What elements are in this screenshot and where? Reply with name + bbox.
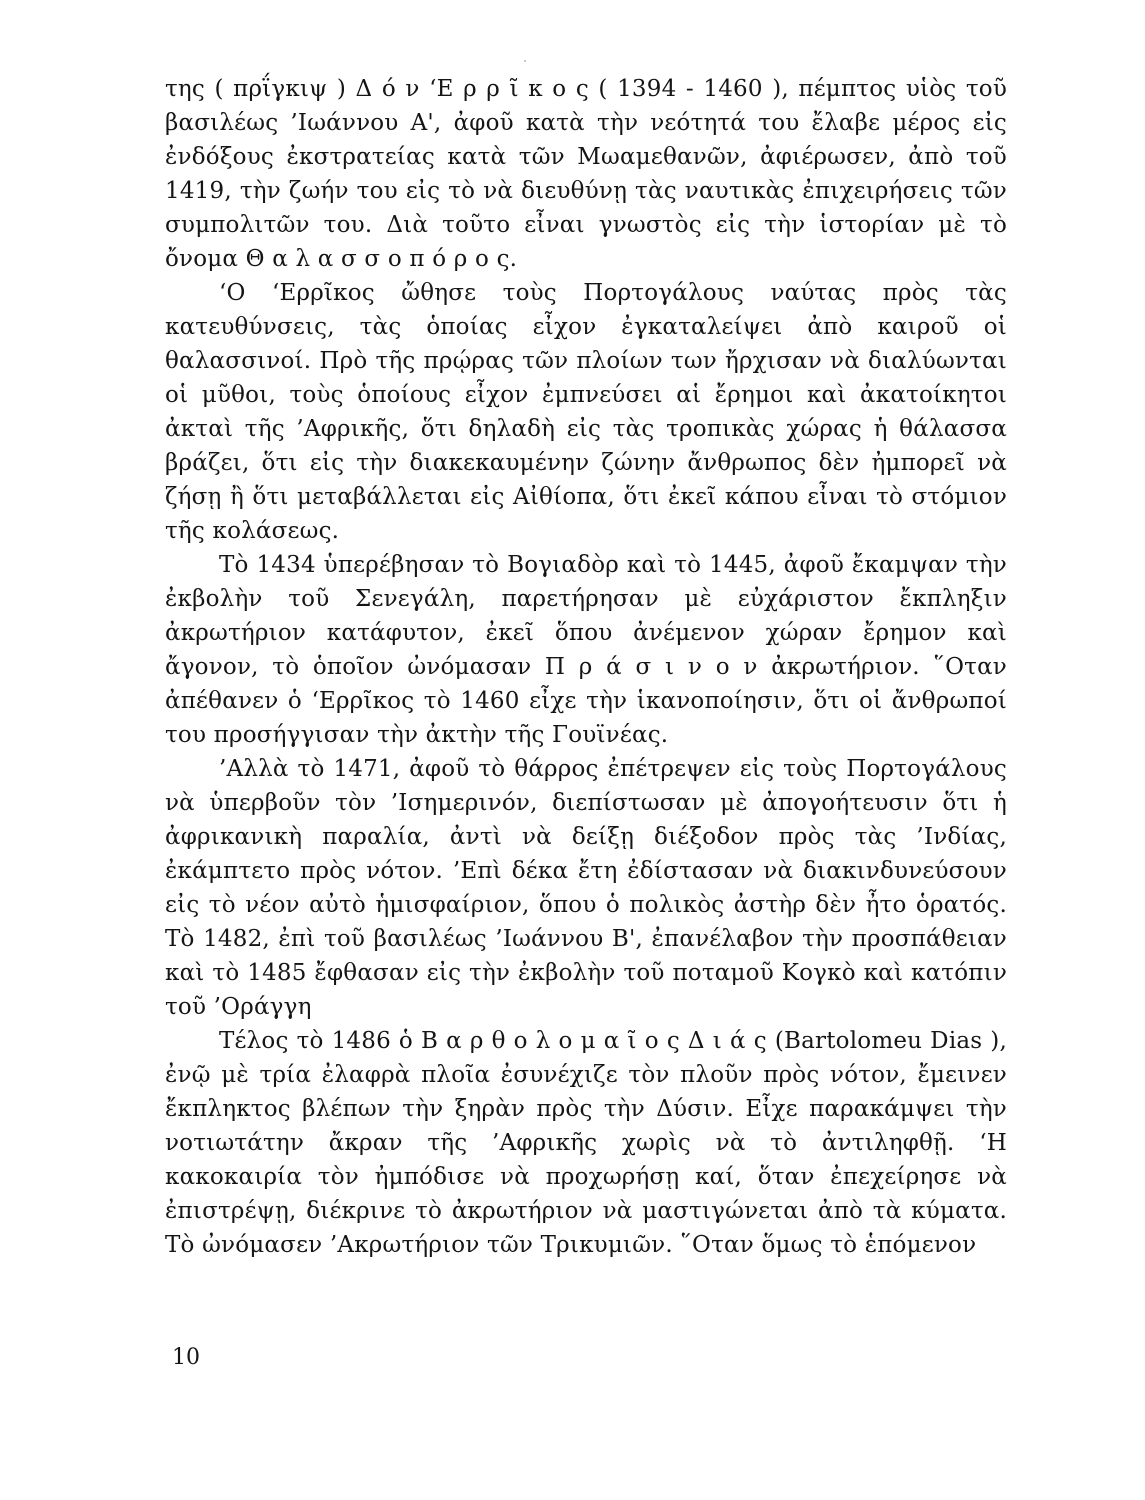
paragraph-2: ‘Ο ‘Ερρῖκος ὤθησε τοὺς Πορτογάλους ναύτας πρὸς τὰς κατευθύνσεις, τὰς ὁποίας εἶχον ἐγκαταλείψει ἀπὸ καιροῦ οἱ θαλασσινοί. Πρὸ τῆς πρῴρας τῶν πλοίων των ἤρχισαν νὰ διαλύωνται οἱ μῦθοι, τοὺς ὁποίους εἶχον ἐμπνεύσει αἱ ἔρημοι καὶ ἀκατοίκητοι ἀκταὶ τῆς ’Αφρικῆς, ὅτι δηλαδὴ εἰς τὰς τροπικὰς χώρας ἡ θάλασσα βράζει, ὅτι εἰς τὴν διακεκαυμένην ζώνην ἄνθρωπος δὲν ἠμπορεῖ νὰ ζήσῃ ἢ ὅτι μεταβάλλεται εἰς Αἰθίοπα, ὅτι ἐκεῖ κάπου εἶναι τὸ στόμιον τῆς κολάσεως.: [165, 280, 1007, 544]
paragraph-1: της ( πρΐγκιψ ) Δ ό ν ‘Ε ρ ρ ῖ κ ο ς ( 1394 - 1460 ), πέμπτος υἱὸς τοῦ βασιλέως ’Ιωάννου Α', ἀφοῦ κατὰ τὴν νεότητά του ἔλαβε μέρος εἰς ἐνδόξους ἐκστρατείας κατὰ τῶν Μωαμεθανῶν, ἀφιέρωσεν, ἀπὸ τοῦ 1419, τὴν ζωήν του εἰς τὸ νὰ διευθύνῃ τὰς ναυτικὰς ἐπιχειρήσεις τῶν συμπολιτῶν του. Διὰ τοῦτο εἶναι γνωστὸς εἰς τὴν ἱστορίαν μὲ τὸ ὄνομα Θ α λ α σ σ ο π ό ρ ο ς.: [165, 76, 1007, 272]
paper-speck: [524, 60, 526, 62]
body-text: [165, 72, 1007, 1262]
paragraph-5: Τέλος τὸ 1486 ὁ Β α ρ θ ο λ ο μ α ῖ ο ς Δ ι ά ς (Bartolomeu Dias ), ἐνῷ μὲ τρία ἐλαφρὰ πλοῖα ἐσυνέχιζε τὸν πλοῦν πρὸς νότον, ἔμεινεν ἔκπληκτος βλέπων τὴν ξηρὰν πρὸς τὴν Δύσιν. Εἶχε παρακάμψει τὴν νοτιωτάτην ἄκραν τῆς ’Αφρικῆς χωρὶς νὰ τὸ ἀντιληφθῇ. ‘Η κακοκαιρία τὸν ἠμπόδισε νὰ προχωρήσῃ καί, ὅταν ἐπεχείρησε νὰ ἐπιστρέψῃ, διέκρινε τὸ ἀκρωτήριον νὰ μαστιγώνεται ἀπὸ τὰ κύματα. Τὸ ὠνόμασεν ’Ακρωτήριον τῶν Τρικυμιῶν. ῞Οταν ὅμως τὸ ἑπόμενον: [165, 1028, 1007, 1258]
paragraph-3: Τὸ 1434 ὑπερέβησαν τὸ Βογιαδὸρ καὶ τὸ 1445, ἀφοῦ ἔκαμψαν τὴν ἐκβολὴν τοῦ Σενεγάλη, παρετήρησαν μὲ εὐχάριστον ἔκπληξιν ἀκρωτήριον κατάφυτον, ἐκεῖ ὅπου ἀνέμενον χώραν ἔρημον καὶ ἄγονον, τὸ ὁποῖον ὠνόμασαν Π ρ ά σ ι ν ο ν ἀκρωτήριον. ῞Οταν ἀπέθανεν ὁ ‘Ερρῖκος τὸ 1460 εἶχε τὴν ἱκανοποίησιν, ὅτι οἱ ἄνθρωποί του προσήγγισαν τὴν ἀκτὴν τῆς Γουϊνέας.: [165, 552, 1007, 748]
page-number: 10: [172, 1345, 200, 1370]
paragraph-4: ’Αλλὰ τὸ 1471, ἀφοῦ τὸ θάρρος ἐπέτρεψεν εἰς τοὺς Πορτογάλους νὰ ὑπερβοῦν τὸν ’Ισημερινόν, διεπίστωσαν μὲ ἀπογοήτευσιν ὅτι ἡ ἀφρικανικὴ παραλία, ἀντὶ νὰ δείξῃ διέξοδον πρὸς τὰς ’Ινδίας, ἐκάμπτετο πρὸς νότον. ’Επὶ δέκα ἔτη ἐδίστασαν νὰ διακινδυνεύσουν εἰς τὸ νέον αὐτὸ ἡμισφαίριον, ὅπου ὁ πολικὸς ἀστὴρ δὲν ἦτο ὁρατός. Τὸ 1482, ἐπὶ τοῦ βασιλέως ’Ιωάννου Β', ἐπανέλαβον τὴν προσπάθειαν καὶ τὸ 1485 ἔφθασαν εἰς τὴν ἐκβολὴν τοῦ ποταμοῦ Κογκὸ καὶ κατόπιν τοῦ ’Οράγγη: [165, 756, 1007, 1020]
